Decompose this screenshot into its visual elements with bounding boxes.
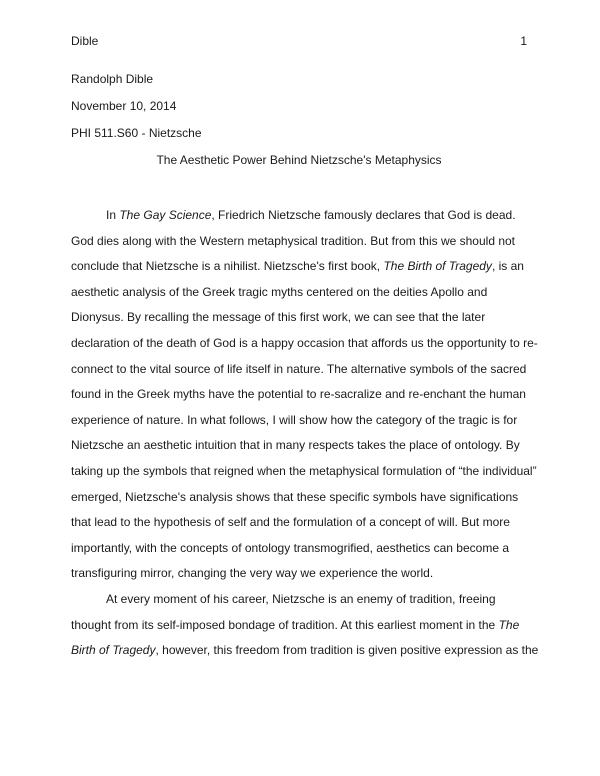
book-title-gay-science: The Gay Science: [119, 208, 212, 222]
text-line: found in the Greek myths have the potential to re-sacralize and re-enchant the human: [71, 387, 526, 402]
book-title-birth-of-tragedy: The Birth of Tragedy: [383, 259, 492, 274]
course-code: PHI 511.S60 - Nietzsche: [71, 126, 202, 140]
paper-title: The Aesthetic Power Behind Nietzsche's Metaphysics: [156, 153, 442, 167]
text-line: importantly, with the concepts of ontology transmogrified, aesthetics can become a: [71, 540, 510, 555]
text-line: conclude that Nietzsche is a nihilist. Nietzsche's first book, The Birth of Tragedy, is an: [71, 259, 524, 274]
text-line: experience of nature. In what follows, I will show how the category of the tragic is for: [71, 412, 518, 427]
text-line: At every moment of his career, Nietzsche is an enemy of tradition, freeing: [106, 591, 496, 606]
page-number: 1: [520, 34, 527, 48]
text-line: declaration of the death of God is a happy occasion that affords us the opportunity to re-: [71, 335, 538, 350]
heading-block: [71, 71, 202, 152]
text-line: transfiguring mirror, changing the very way we experience the world.: [71, 566, 434, 581]
text-line: that lead to the hypothesis of self and the formulation of a concept of will. But more: [71, 515, 510, 530]
submission-date: November 10, 2014: [71, 99, 177, 113]
book-title-fragment: Birth of Tragedy: [71, 643, 156, 658]
text-line: Nietzsche an aesthetic intuition that in many respects takes the place of ontology. By: [71, 438, 520, 453]
text-line: thought from its self-imposed bondage of tradition. At this earliest moment in the The: [71, 617, 520, 632]
text-line: Birth of Tragedy, however, this freedom from tradition is given positive expression as the: [71, 643, 539, 658]
text-line: aesthetic analysis of the Greek tragic myths centered on the deities Apollo and: [71, 284, 488, 299]
header-author: Dible: [71, 34, 99, 48]
book-title-fragment: The: [498, 617, 520, 632]
text-line: Dionysus. By recalling the message of this first work, we can see that the later: [71, 310, 486, 325]
text-line: connect to the vital source of life itself in nature. The alternative symbols of the sacred: [71, 361, 527, 376]
body-text: [71, 207, 539, 668]
text-line: God dies along with the Western metaphysical tradition. But from this we should not: [71, 233, 516, 248]
text-line: emerged, Nietzsche's analysis shows that these specific symbols have significations: [71, 489, 519, 504]
text-line: taking up the symbols that reigned when the metaphysical formulation of “the individual”: [71, 463, 537, 478]
text-line: In The Gay Science, Friedrich Nietzsche famously declares that God is dead.: [106, 208, 516, 222]
student-name: Randolph Dible: [71, 72, 154, 86]
